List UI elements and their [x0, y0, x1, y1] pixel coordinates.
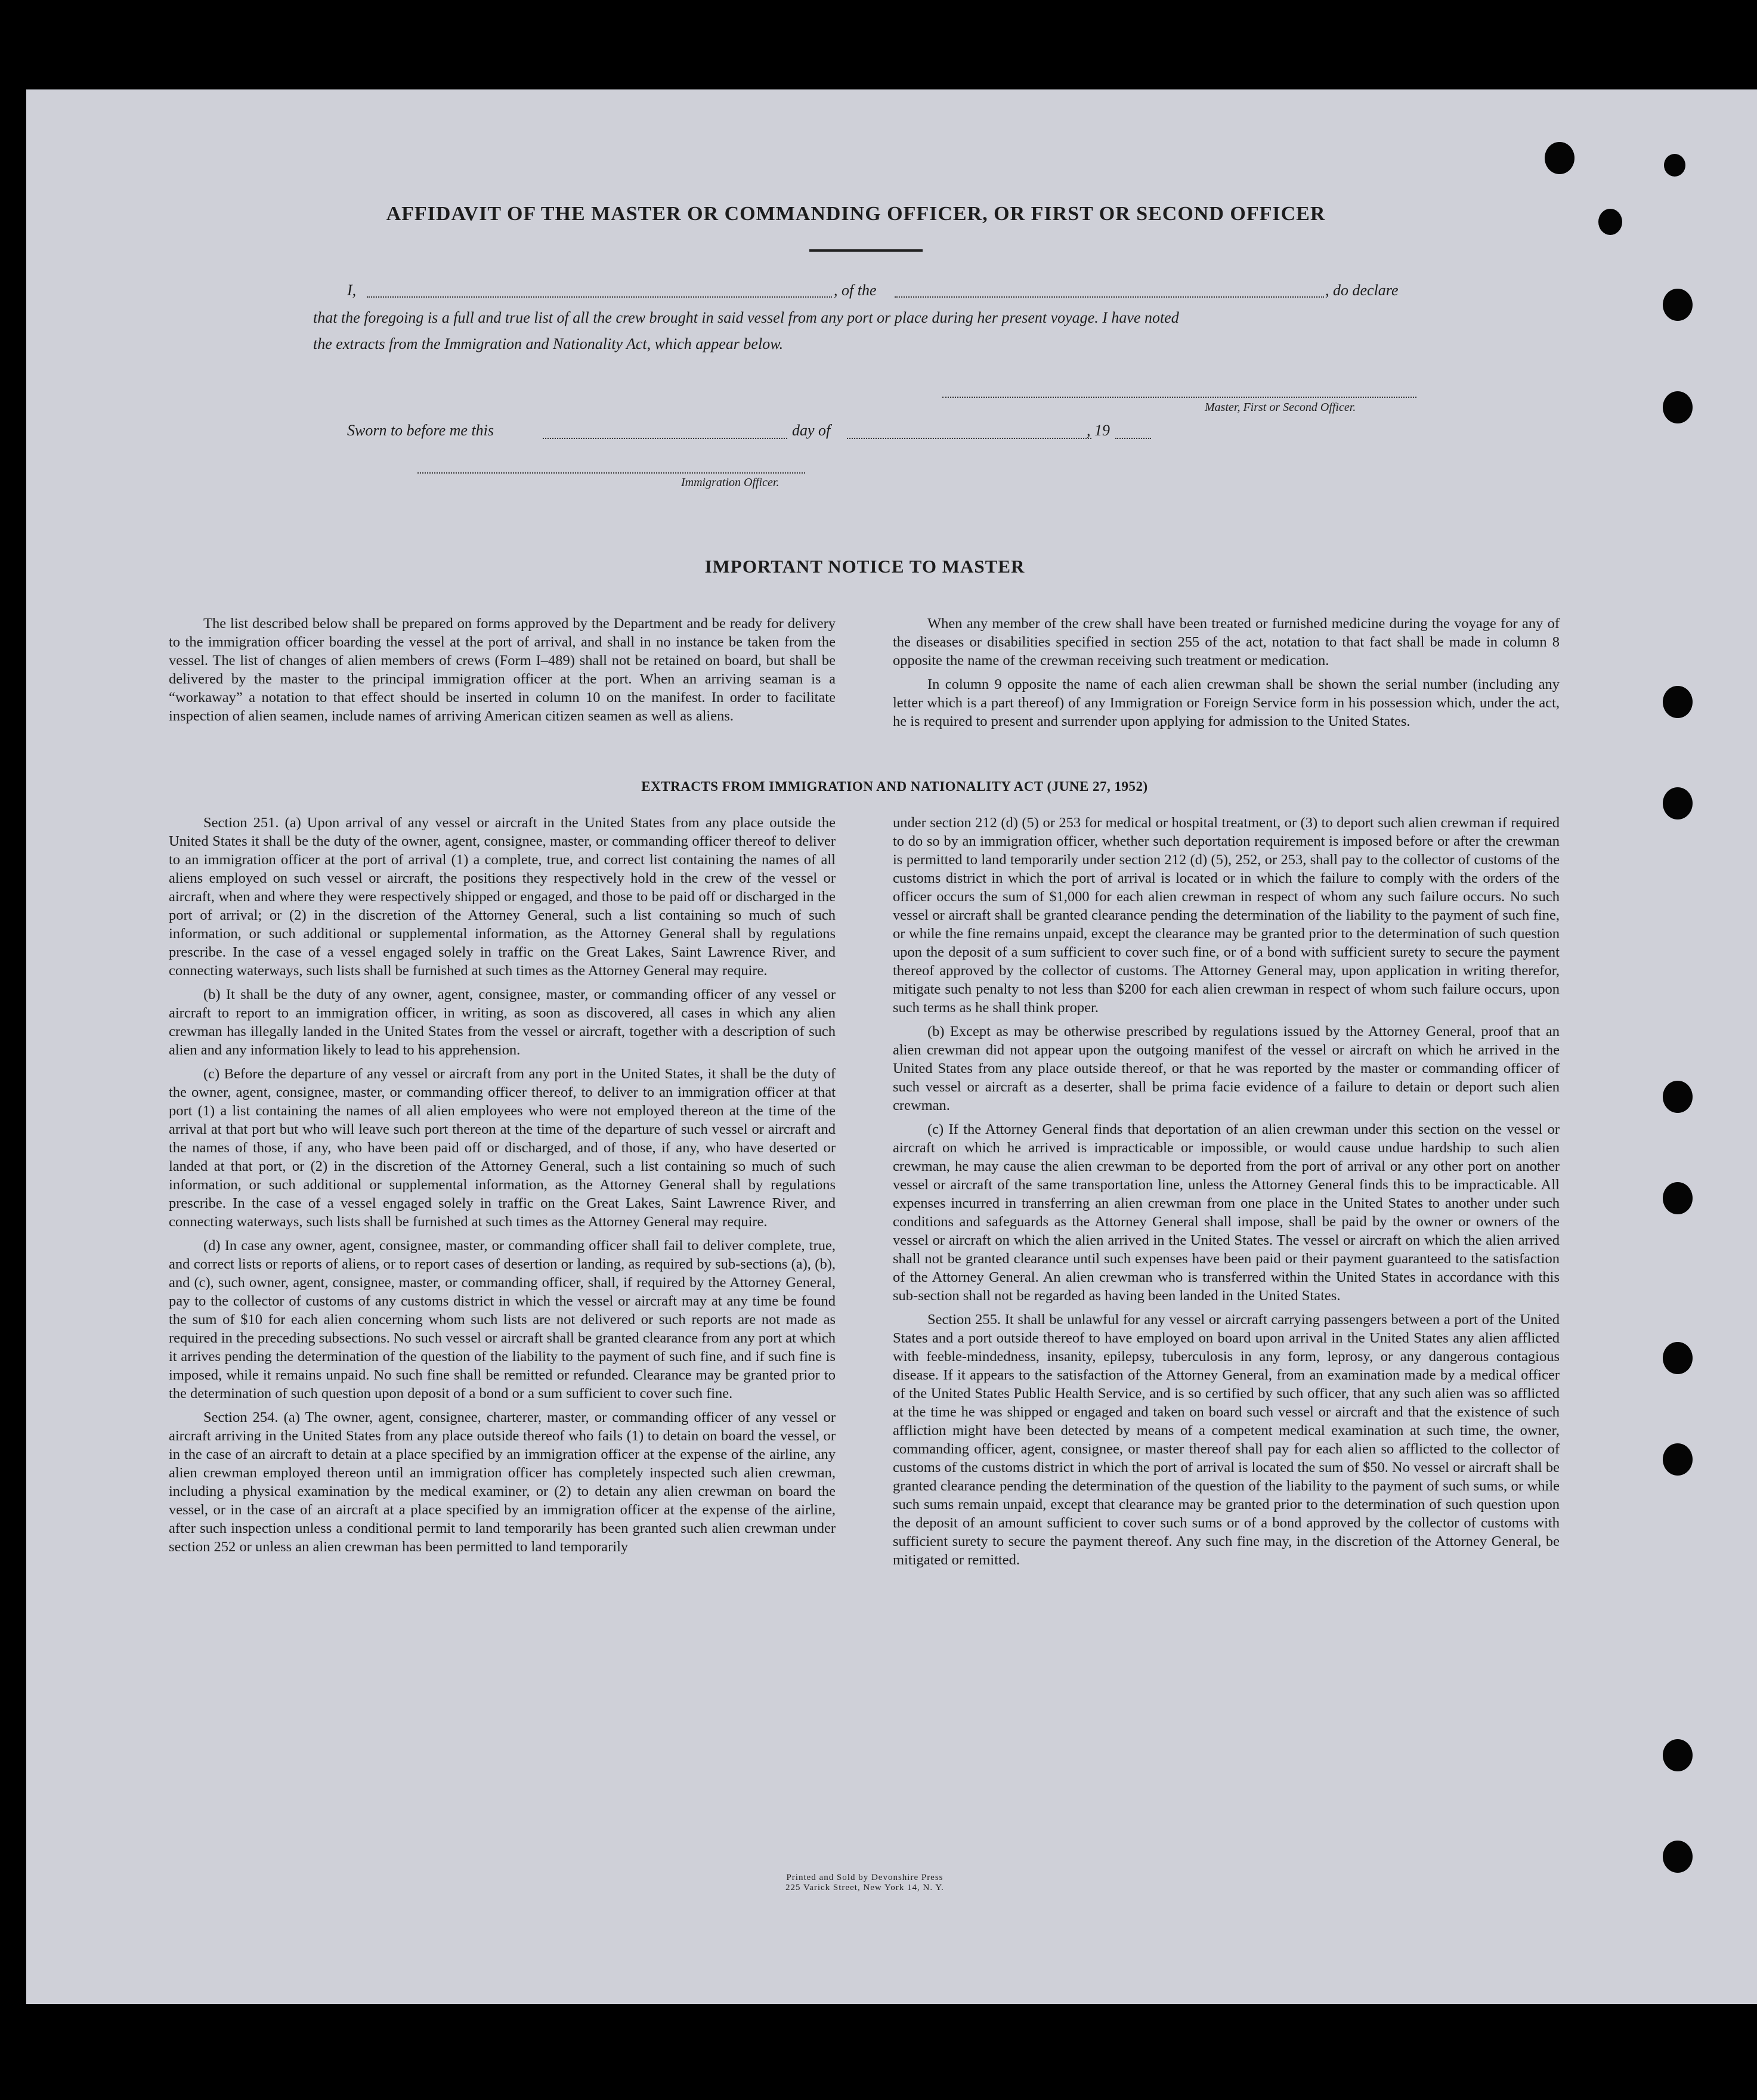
extract-paragraph: (b) Except as may be otherwise prescribed by regulations issued by the Attorney General, proof that an alien crewman did not appear upon the outgoing manifest of the vessel or aircraft on which he arrived in the United States from any place outside thereof, or that he was reported by the master or commanding officer of such vessel or aircraft as a deserter, shall be prima facie evidence of a failure to detain or deport such alien crewman.: [893, 1023, 1560, 1114]
year-label: , 19: [1087, 422, 1110, 439]
extracts-heading: EXTRACTS FROM IMMIGRATION AND NATIONALITY ACT (JUNE 27, 1952): [641, 779, 1148, 794]
immigration-officer-caption: Immigration Officer.: [681, 476, 779, 489]
binder-hole: [1545, 142, 1575, 174]
title-rule: [809, 249, 923, 252]
extract-paragraph: Section 255. It shall be unlawful for any vessel or aircraft carrying passengers between a port of the United States and a port outside thereof to have employed on board upon arrival in the United States any alien afflicted with feeble-mindedness, insanity, epilepsy, tuberculosis in any form, leprosy, or any dangerous contagious disease. If it appears to the satisfaction of the Attorney General, from an examination made by a medical officer of the United States Public Health Service, and is so certified by such officer, that any such alien was so afflicted at the time he was shipped or engaged and taken on board such vessel or aircraft and that the existence of such affliction might have been detected by means of a competent medical examination at such time, the owner, commanding officer, agent, consignee, or master thereof shall pay for each alien so afflicted to the collector of customs of the customs district in which the port of arrival is located the sum of $50. No vessel or aircraft shall be granted clearance pending the determination of the question of the liability to the payment of such sums, or while such sums remain unpaid, except that clearance may be granted prior to the determination of such question upon the deposit of an amount sufficient to cover such sums or of a bond approved by the collector of customs with sufficient surety to secure the payment thereof. Any such fine may, in the discretion of the Attorney General, be mitigated or remitted.: [893, 1312, 1560, 1568]
binder-hole: [1663, 1739, 1693, 1771]
sworn-label: Sworn to before me this: [347, 422, 494, 439]
binder-hole: [1663, 289, 1693, 321]
declaration-line-1: that the foregoing is a full and true list of all the crew brought in said vessel from any port or place during her present voyage. I have noted: [313, 309, 1179, 326]
extract-paragraph: (c) Before the departure of any vessel or aircraft from any port in the United States, it shall be the duty of the owner, agent, consignee, master, or commanding officer thereof, to deliver to an immigration officer at that port (1) a list containing the names of all alien employees who were not employed thereon at the time of the arrival at that port but who will leave such port thereon at the time of the departure of such vessel or aircraft and the names of those, if any, who have been paid off or discharged, and of those, if any, who have deserted or landed at that port, or (2) in the discretion of the Attorney General, such a list containing so much of such information, or such additional or supplemental information, as the Attorney General shall by regulations prescribe. In the case of a vessel engaged solely in traffic on the Great Lakes, Saint Lawrence River, and connecting waterways, such lists shall be furnished at such times as the Attorney General may require.: [169, 1066, 836, 1230]
declaration-line-2: the extracts from the Immigration and Nationality Act, which appear below.: [313, 335, 784, 352]
binder-hole: [1663, 1182, 1693, 1214]
of-the-label: , of the: [834, 282, 877, 299]
notice-left-column: [169, 614, 836, 731]
printer-footer: [716, 1873, 1014, 1893]
i-label: I,: [347, 282, 357, 299]
binder-hole: [1663, 1342, 1693, 1374]
affidavit-title: AFFIDAVIT OF THE MASTER OR COMMANDING OFFICER, OR FIRST OR SECOND OFFICER: [386, 203, 1326, 225]
printer-footer-line-2: 225 Varick Street, New York 14, N. Y.: [785, 1883, 944, 1892]
extracts-right-column: [893, 814, 1560, 1575]
sworn-day-field[interactable]: [543, 438, 787, 439]
do-declare-label: , do declare: [1325, 282, 1399, 299]
binder-hole: [1663, 787, 1693, 819]
master-caption: Master, First or Second Officer.: [1205, 401, 1356, 414]
master-signature-field[interactable]: [942, 397, 1416, 398]
binder-hole: [1598, 209, 1622, 235]
extract-paragraph: (d) In case any owner, agent, consignee, master, or commanding officer shall fail to deliver complete, true, and correct lists or reports of aliens, or to report cases of desertion or landing, as required by sub-sections (a), (b), and (c), such owner, agent, consignee, master, or commanding officer, shall, if required by the Attorney General, pay to the collector of customs of any customs district in which the vessel or aircraft may at any time be found the sum of $10 for each alien concerning whom such lists are not delivered or such reports are not made as required in the preceding subsections. No such vessel or aircraft shall be granted clearance from any port at which it arrives pending the determination of the question of the liability to the payment of such fine, and if such fine is imposed, while it remains unpaid. No such fine shall be remitted or refunded. Clearance may be granted prior to the determination of such question upon deposit of a bond or a sum sufficient to cover such fine.: [169, 1238, 836, 1402]
binder-hole: [1663, 686, 1693, 718]
extract-paragraph: (b) It shall be the duty of any owner, agent, consignee, master, or commanding officer of any vessel or aircraft to report to an immigration officer, in writing, as soon as discovered, all cases in which any alien crewman has illegally landed in the United States from the vessel or aircraft, together with a description of such alien and any information likely to lead to his apprehension.: [169, 986, 836, 1058]
day-of-label: day of: [792, 422, 831, 439]
extract-paragraph: Section 254. (a) The owner, agent, consignee, charterer, master, or commanding officer of any vessel or aircraft arriving in the United States from any place outside thereof who fails (1) to detain on board the vessel, or in the case of an aircraft to detain at a place specified by an immigration officer at the expense of the airline, any alien crewman employed thereon until an immigration officer has completely inspected such alien crewman, including a physical examination by the medical examiner, or (2) to detain any alien crewman on board the vessel, or in the case of an aircraft at a place specified by an immigration officer at the expense of the airline, after such inspection unless a conditional permit to land temporarily has been granted such alien crewman under section 252 or unless an alien crewman has been permitted to land temporarily: [169, 1409, 836, 1555]
notice-right-column: [893, 614, 1560, 736]
binder-hole: [1663, 391, 1693, 423]
binder-hole: [1664, 154, 1685, 177]
notice-left-paragraph: The list described below shall be prepared on forms approved by the Department and be ready for delivery to the immigration officer boarding the vessel at the port of arrival, and shall in no instance be taken from the vessel. The list of changes of alien members of crews (Form I–489) shall not be retained on board, but shall be delivered by the master to the principal immigration officer at the port. When an arriving seaman is a “workaway” a notation to that effect should be inserted in column 10 on the manifest. In order to facilitate inspection of alien seamen, include names of arriving American citizen seamen as well as aliens.: [169, 616, 836, 724]
extracts-left-column: [169, 814, 836, 1561]
name-field[interactable]: [367, 296, 832, 298]
notice-right-paragraph: In column 9 opposite the name of each alien crewman shall be shown the serial number (including any letter which is a part thereof) of any Immigration or Foreign Service form in his possession which, under the act, he is required to present and surrender upon applying for admission to the United States.: [893, 676, 1560, 729]
immigration-officer-signature-field[interactable]: [417, 472, 805, 474]
sworn-year-field[interactable]: [1115, 438, 1151, 439]
extract-paragraph: (c) If the Attorney General finds that deportation of an alien crewman under this section on the vessel or aircraft on which he arrived is impracticable or impossible, or would cause undue hardship to such alien crewman, he may cause the alien crewman to be deported from the port of arrival or any other port on another vessel or aircraft of the same transportation line, unless the Attorney General finds this to be impracticable. All expenses incurred in transferring an alien crewman from one place in the United States to another under such conditions and safeguards as the Attorney General shall impose, shall be paid by the owner or owners of the vessel or aircraft on which the alien arrived in the United States. The vessel or aircraft on which the alien arrived shall not be granted clearance until such expenses have been paid or their payment guaranteed to the satisfaction of the Attorney General. An alien crewman who is transferred within the United States in accordance with this sub-section shall not be regarded as having been landed in the United States.: [893, 1121, 1560, 1304]
binder-hole: [1663, 1443, 1693, 1476]
extract-paragraph: Section 251. (a) Upon arrival of any vessel or aircraft in the United States from any place outside the United States it shall be the duty of the owner, agent, consignee, master, or commanding officer thereof to deliver to an immigration officer at the port of arrival (1) a complete, true, and correct list containing the names of all aliens employed on such vessel or aircraft, the positions they respectively hold in the crew of the vessel or aircraft, when and where they were respectively shipped or engaged, and those to be paid off or discharged in the port of arrival; or (2) in the discretion of the Attorney General, such a list containing so much of such information, or such additional or supplemental information, as the Attorney General shall by regulations prescribe. In the case of a vessel engaged solely in traffic on the Great Lakes, Saint Lawrence River, and connecting waterways, such lists shall be furnished at such times as the Attorney General may require.: [169, 815, 836, 979]
sworn-month-field[interactable]: [847, 438, 1091, 439]
notice-right-paragraph: When any member of the crew shall have been treated or furnished medicine during the voyage for any of the diseases or disabilities specified in section 255 of the act, notation to that fact shall be made in column 8 opposite the name of the crewman receiving such treatment or medication.: [893, 616, 1560, 669]
binder-hole: [1663, 1081, 1693, 1113]
extract-paragraph: under section 212 (d) (5) or 253 for medical or hospital treatment, or (3) to deport such alien crewman if required to do so by an immigration officer, whether such deportation requirement is imposed before or after the crewman is permitted to land temporarily under section 212 (d) (5), 252, or 253, shall pay to the collector of customs of the customs district in which the port of arrival is located or in which the failure to comply with the orders of the officer occurs the sum of $1,000 for each alien crewman in respect of whom any such failure occurs. No such vessel or aircraft shall be granted clearance pending the determination of the liability to the payment of such fine, or while the fine remains unpaid, except the clearance may be granted prior to the determination of such question upon the deposit of a sum sufficient to cover such fine, or of a bond with sufficient surety to secure the payment thereof approved by the collector of customs. The Attorney General may, upon application in writing therefor, mitigate such penalty to not less than $200 for each alien crewman in respect of whom such failure occurs, upon such terms as he shall think proper.: [893, 815, 1560, 1016]
binder-hole: [1663, 1841, 1693, 1873]
printer-footer-line-1: Printed and Sold by Devonshire Press: [786, 1873, 944, 1882]
notice-heading: IMPORTANT NOTICE TO MASTER: [704, 556, 1025, 577]
vessel-field[interactable]: [895, 296, 1324, 298]
